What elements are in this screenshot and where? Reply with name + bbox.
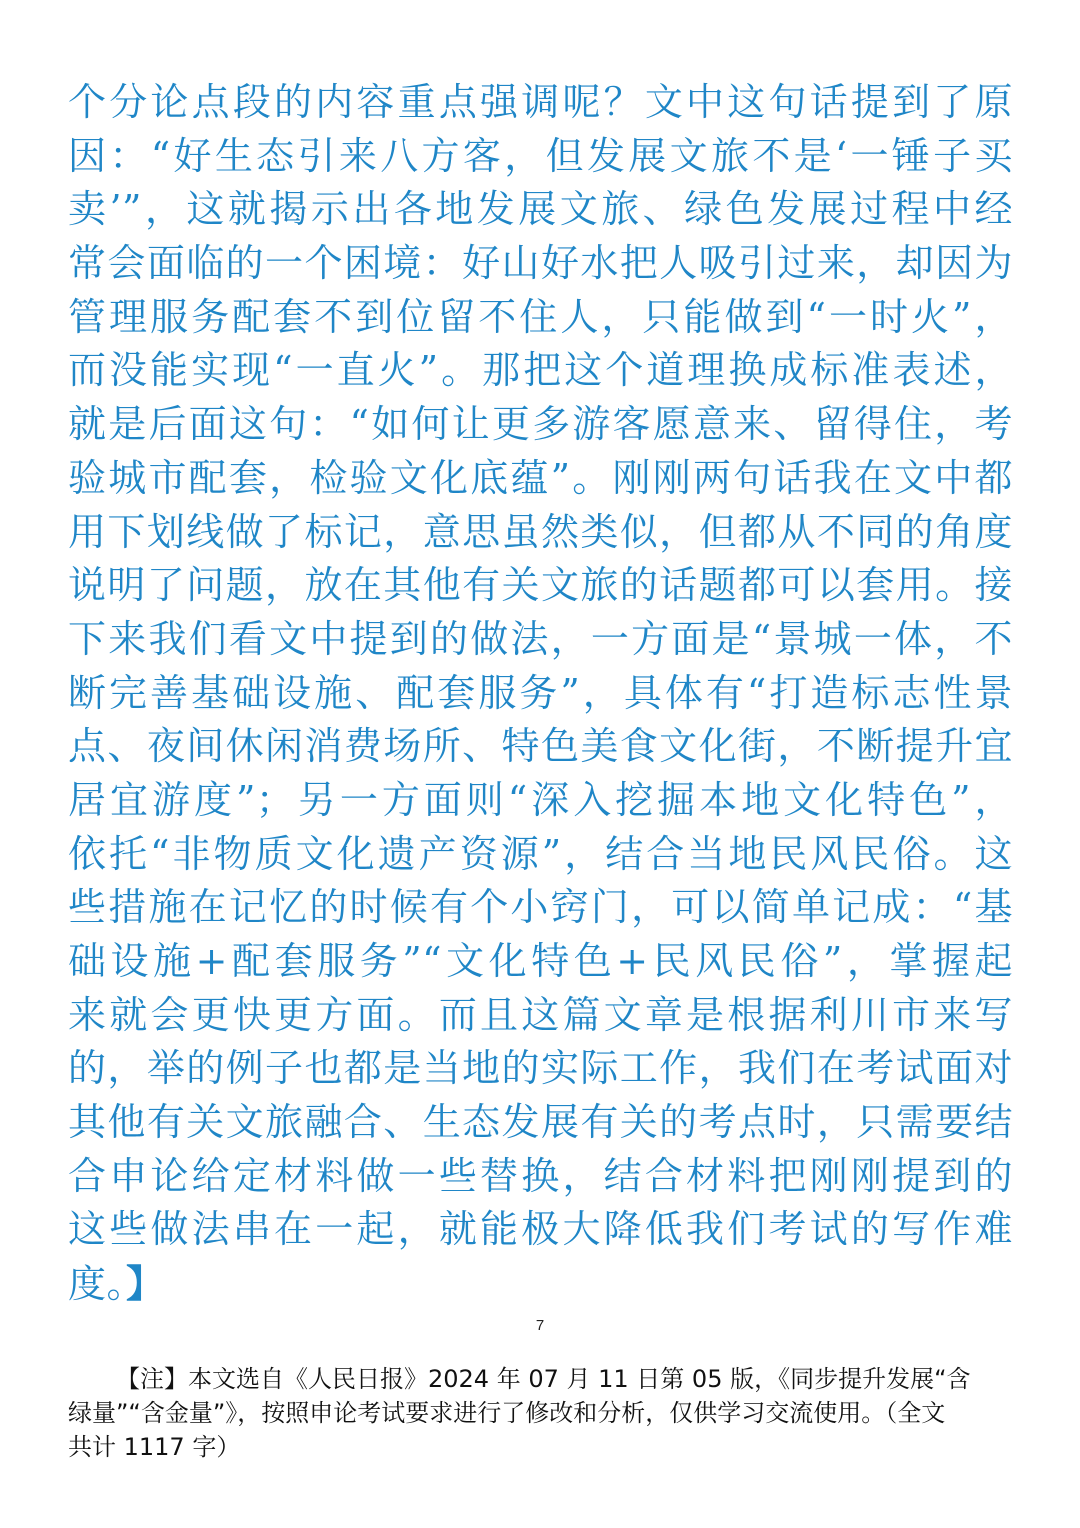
body-line: 础设施+配套服务”“文化特色+民风民俗”，掌握起 [68, 939, 1013, 983]
body-line: 常会面临的一个困境：好山好水把人吸引过来，却因为 [68, 241, 1013, 286]
note-line: 绿量”“含金量”》，按照申论考试要求进行了修改和分析，仅供学习交流使用。（全文 [68, 1399, 946, 1427]
closing-bracket: 】 [126, 1261, 165, 1307]
body-line-final-text: 度。 [68, 1262, 127, 1307]
note-line: 【注】本文选自《人民日报》2024 年 07 月 11 日第 05 版，《同步提升发展“含 [116, 1365, 971, 1393]
body-line: 就是后面这句：“如何让更多游客愿意来、留得住，考 [68, 402, 1013, 447]
body-line: 合申论给定材料做一些替换，结合材料把刚刚提到的 [68, 1153, 1013, 1198]
note-line: 共计 1117 字） [68, 1433, 241, 1461]
body-line: 来就会更快更方面。而且这篇文章是根据利川市来写 [68, 992, 1013, 1037]
page-number: 7 [535, 1317, 545, 1334]
body-line-final [68, 1257, 1013, 1311]
body-line: 个分论点段的内容重点强调呢？文中这句话提到了原 [68, 80, 1013, 124]
body-line: 而没能实现“一直火”。那把这个道理换成标准表述， [68, 348, 1013, 393]
body-line: 断完善基础设施、配套服务”，具体有“打造标志性景 [68, 670, 1013, 715]
body-line: 点、夜间休闲消费场所、特色美食文化街，不断提升宜 [68, 724, 1013, 769]
body-line: 管理服务配套不到位留不住人，只能做到“一时火”， [68, 294, 1013, 339]
body-line: 说明了问题，放在其他有关文旅的话题都可以套用。接 [68, 563, 1013, 608]
body-line: 的，举的例子也都是当地的实际工作，我们在考试面对 [68, 1046, 1013, 1091]
body-line: 居宜游度”；另一方面则“深入挖掘本地文化特色”， [68, 777, 1013, 822]
body-line: 下来我们看文中提到的做法，一方面是“景城一体，不 [68, 616, 1013, 661]
body-line: 卖’”，这就揭示出各地发展文旅、绿色发展过程中经 [68, 187, 1013, 232]
body-line: 些措施在记忆的时候有个小窍门，可以简单记成：“基 [68, 885, 1013, 930]
source-note [68, 1362, 1013, 1464]
body-line: 依托“非物质文化遗产资源”，结合当地民风民俗。这 [68, 831, 1013, 876]
body-line: 验城市配套，检验文化底蕴”。刚刚两句话我在文中都 [68, 455, 1013, 500]
body-line: 用下划线做了标记，意思虽然类似，但都从不同的角度 [68, 509, 1013, 554]
body-line: 这些做法串在一起，就能极大降低我们考试的写作难 [68, 1207, 1013, 1252]
body-line: 因：“好生态引来八方客，但发展文旅不是‘一锤子买 [68, 133, 1013, 178]
analysis-body-text [68, 76, 1013, 1311]
body-line: 其他有关文旅融合、生态发展有关的考点时，只需要结 [68, 1100, 1013, 1145]
